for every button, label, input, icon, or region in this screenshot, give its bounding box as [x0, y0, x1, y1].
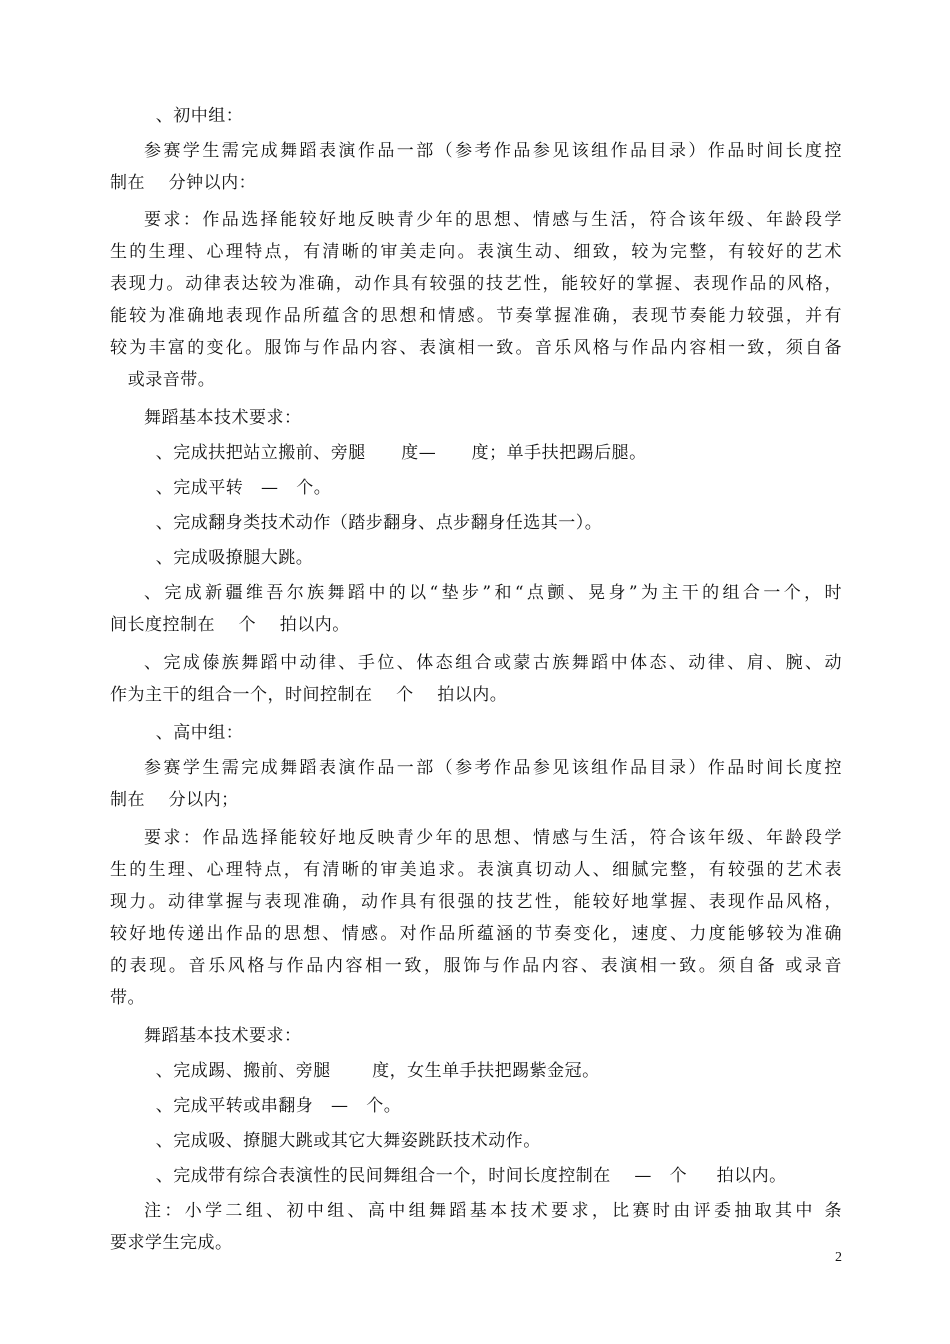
- text-line: 、完成平转 — 个。: [144, 478, 332, 498]
- text-line: 、完成踢、搬前、旁腿 度，女生单手扶把踢紫金冠。: [144, 1061, 600, 1081]
- text-line: 或录音带。: [110, 370, 216, 390]
- text-line: 作为主干的组合一个，时间控制在 个 拍以内。: [110, 685, 508, 705]
- text-line: 、完成新疆维吾尔族舞蹈中的以“垫步”和“点颤、晃身”为主干的组合一个，时: [144, 583, 842, 603]
- text-line: 要求学生完成。: [110, 1233, 233, 1253]
- text-line: 的表现。音乐风格与作品内容相一致，服饰与作品内容、表演相一致。须自备 或录音: [110, 956, 842, 976]
- text-line: 生的生理、心理特点，有清晰的审美走向。表演生动、细致，较为完整，有较好的艺术: [110, 242, 842, 262]
- text-line: 较为丰富的变化。服饰与作品内容、表演相一致。音乐风格与作品内容相一致，须自备: [110, 338, 842, 358]
- text-line: 表现力。动律表达较为准确，动作具有较强的技艺性，能较好的掌握、表现作品的风格，: [110, 274, 842, 294]
- text-line: 能较为准确地表现作品所蕴含的思想和情感。节奏掌握准确，表现节奏能力较强，并有: [110, 306, 842, 326]
- text-line: 、完成平转或串翻身 — 个。: [144, 1096, 402, 1116]
- text-line: 注：小学二组、初中组、高中组舞蹈基本技术要求，比赛时由评委抽取其中 条: [144, 1201, 842, 1221]
- text-line: 制在 分钟以内：: [110, 173, 257, 193]
- text-line: 、完成翻身类技术动作（踏步翻身、点步翻身任选其一）。: [144, 513, 603, 533]
- text-line: 间长度控制在 个 拍以内。: [110, 615, 350, 635]
- text-line: 带。: [110, 988, 145, 1008]
- text-line: 、完成吸撩腿大跳。: [144, 548, 314, 568]
- text-line: 、完成扶把站立搬前、旁腿 度— 度；单手扶把踢后腿。: [144, 443, 647, 463]
- text-line: 生的生理、心理特点，有清晰的审美追求。表演真切动人、细腻完整，有较强的艺术表: [110, 860, 842, 880]
- text-line: 现力。动律掌握与表现准确，动作具有很强的技艺性，能较好地掌握、表现作品风格，: [110, 892, 842, 912]
- text-line: 舞蹈基本技术要求：: [144, 1026, 302, 1046]
- text-line: 舞蹈基本技术要求：: [144, 408, 302, 428]
- text-line: 、完成傣族舞蹈中动律、手位、体态组合或蒙古族舞蹈中体态、动律、肩、腕、动: [144, 653, 842, 673]
- text-line: 参赛学生需完成舞蹈表演作品一部（参考作品参见该组作品目录）作品时间长度控: [144, 141, 842, 161]
- page-number: 2: [835, 1250, 842, 1265]
- text-line: 制在 分以内；: [110, 790, 239, 810]
- text-line: 、完成带有综合表演性的民间舞组合一个，时间长度控制在 — 个 拍以内。: [144, 1166, 787, 1186]
- text-line: 、高中组：: [144, 723, 244, 743]
- text-line: 、完成吸、撩腿大跳或其它大舞姿跳跃技术动作。: [144, 1131, 541, 1151]
- text-line: 、初中组：: [144, 106, 244, 126]
- text-line: 参赛学生需完成舞蹈表演作品一部（参考作品参见该组作品目录）作品时间长度控: [144, 758, 842, 778]
- text-line: 较好地传递出作品的思想、情感。对作品所蕴涵的节奏变化，速度、力度能够较为准确: [110, 924, 842, 944]
- text-line: 要求：作品选择能较好地反映青少年的思想、情感与生活，符合该年级、年龄段学: [144, 828, 842, 848]
- text-line: 要求：作品选择能较好地反映青少年的思想、情感与生活，符合该年级、年龄段学: [144, 210, 842, 230]
